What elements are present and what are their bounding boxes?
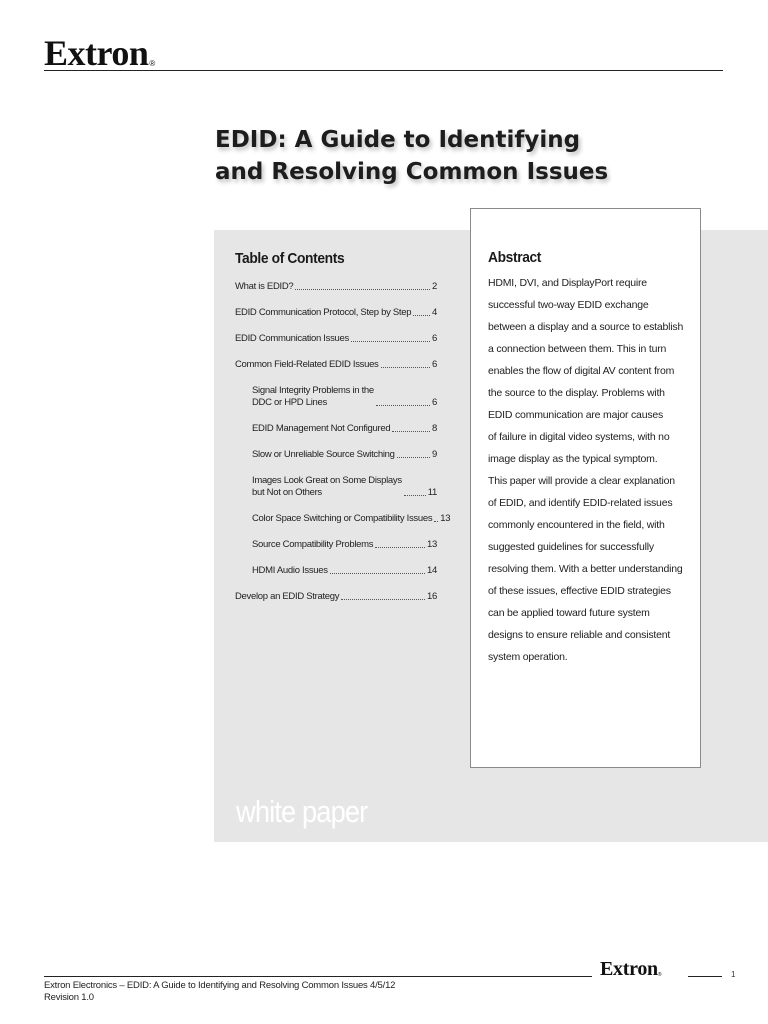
abstract-line: EDID communication are major causes <box>488 409 664 421</box>
toc-leader-dots <box>404 495 426 496</box>
toc-leader-dots <box>397 457 430 458</box>
toc-item-label: Slow or Unreliable Source Switching <box>252 449 395 460</box>
footer-registered-mark: ® <box>657 972 662 978</box>
toc-page-number: 6 <box>432 397 437 408</box>
toc-item-label: What is EDID? <box>235 281 294 292</box>
abstract-box <box>470 208 701 768</box>
toc-item[interactable] <box>235 449 437 461</box>
abstract-line: image display as the typical symptom. <box>488 453 658 465</box>
abstract-line: of failure in digital video systems, with no <box>488 431 670 443</box>
toc-page-number: 8 <box>432 423 437 434</box>
toc-item[interactable] <box>235 513 451 525</box>
toc-item-label: EDID Communication Protocol, Step by Step <box>235 307 412 318</box>
toc-item[interactable] <box>235 385 437 409</box>
toc-leader-dots <box>341 599 425 600</box>
white-paper-label: white paper <box>236 794 368 829</box>
footer-logo-text: Extron <box>600 958 658 980</box>
toc-item-label: EDID Communication Issues <box>235 333 349 344</box>
toc-item-label: DDC or HPD Lines <box>252 397 327 408</box>
toc-leader-dots <box>413 315 430 316</box>
abstract-line: enables the flow of digital AV content from <box>488 365 675 377</box>
extron-logo <box>44 32 155 74</box>
header-rule <box>44 70 723 71</box>
toc-item-label: HDMI Audio Issues <box>252 565 328 576</box>
toc-item[interactable] <box>235 565 437 577</box>
toc-item[interactable] <box>235 281 437 293</box>
toc-item-label: Develop an EDID Strategy <box>235 591 340 602</box>
abstract-body <box>488 272 686 668</box>
toc-item[interactable] <box>235 333 437 345</box>
toc-leader-dots <box>330 573 425 574</box>
toc-item-label: Color Space Switching or Compatibility Issues <box>252 513 433 524</box>
abstract-line: between a display and a source to establish <box>488 321 684 333</box>
toc-item[interactable] <box>235 539 437 551</box>
abstract-heading: Abstract <box>488 249 542 266</box>
toc-item-label: EDID Management Not Configured <box>252 423 391 434</box>
toc-item[interactable] <box>235 423 437 435</box>
abstract-line: system operation. <box>488 651 568 663</box>
abstract-line: HDMI, DVI, and DisplayPort require <box>488 277 647 289</box>
registered-mark: ® <box>149 59 155 68</box>
toc-page-number: 6 <box>432 359 437 370</box>
toc-page-number: 11 <box>427 487 437 498</box>
title-line-2: and Resolving Common Issues <box>215 159 609 185</box>
abstract-line: of these issues, effective EDID strategies <box>488 585 671 597</box>
abstract-line: commonly encountered in the field, with <box>488 519 665 531</box>
toc-leader-dots <box>351 341 430 342</box>
footer-line-2: Revision 1.0 <box>44 992 94 1003</box>
footer-rule-right <box>688 976 722 977</box>
toc-item-label: Source Compatibility Problems <box>252 539 374 550</box>
toc-item[interactable] <box>235 591 437 603</box>
toc-leader-dots <box>376 405 430 406</box>
table-of-contents <box>235 250 451 617</box>
footer-rule-left <box>44 976 592 977</box>
logo-text: Extron <box>44 33 149 73</box>
toc-leader-dots <box>381 367 431 368</box>
document-title <box>215 124 608 188</box>
toc-heading: Table of Contents <box>235 250 345 267</box>
footer-line-1: Extron Electronics – EDID: A Guide to Identifying and Resolving Common Issues 4/5/12 <box>44 980 396 991</box>
toc-page-number: 9 <box>432 449 437 460</box>
toc-page-number: 14 <box>427 565 437 576</box>
toc-page-number: 13 <box>427 539 437 550</box>
toc-leader-dots <box>375 547 425 548</box>
toc-item[interactable] <box>235 307 437 319</box>
footer-text <box>44 980 395 1004</box>
toc-page-number: 13 <box>440 513 451 524</box>
toc-item-label: Common Field-Related EDID Issues <box>235 359 379 370</box>
abstract-line: This paper will provide a clear explanation <box>488 475 675 487</box>
toc-leader-dots <box>295 289 430 290</box>
page-number: 1 <box>731 970 736 979</box>
abstract-line: suggested guidelines for successfully <box>488 541 654 553</box>
toc-list <box>235 281 451 603</box>
toc-item[interactable] <box>235 475 437 499</box>
toc-item-label: Images Look Great on Some Displays <box>252 475 402 486</box>
abstract-line: of EDID, and identify EDID-related issues <box>488 497 673 509</box>
abstract-line: successful two-way EDID exchange <box>488 299 649 311</box>
toc-item-label: but Not on Others <box>252 487 322 498</box>
abstract-line: a connection between them. This in turn <box>488 343 667 355</box>
toc-page-number: 4 <box>432 307 437 318</box>
toc-item-label: Signal Integrity Problems in the <box>252 385 374 396</box>
toc-page-number: 16 <box>427 591 437 602</box>
title-line-1: EDID: A Guide to Identifying <box>215 127 581 153</box>
abstract-line: designs to ensure reliable and consistent <box>488 629 671 641</box>
footer-extron-logo <box>600 958 661 981</box>
abstract-line: the source to the display. Problems with <box>488 387 665 399</box>
toc-leader-dots <box>434 521 438 522</box>
abstract-line: resolving them. With a better understanding <box>488 563 683 575</box>
toc-item[interactable] <box>235 359 437 371</box>
toc-page-number: 2 <box>432 281 437 292</box>
toc-leader-dots <box>392 431 430 432</box>
toc-page-number: 6 <box>432 333 437 344</box>
abstract-line: can be applied toward future system <box>488 607 650 619</box>
